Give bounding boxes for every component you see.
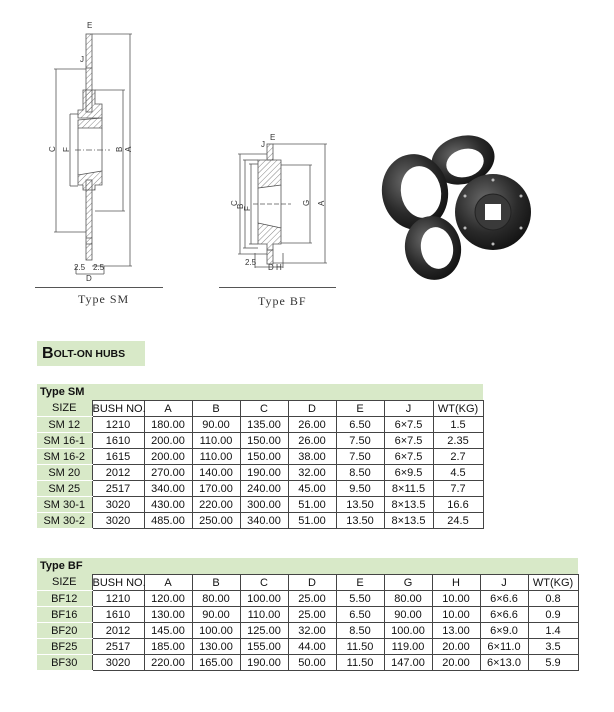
dim-label-e: E xyxy=(87,21,93,30)
table-cell: 110.00 xyxy=(192,449,240,465)
table-cell: 25.00 xyxy=(288,591,336,607)
dim-label-a: A xyxy=(124,146,133,152)
table-cell: 90.00 xyxy=(384,607,432,623)
table-cell: 3020 xyxy=(92,497,144,513)
table-cell: 8×11.5 xyxy=(384,481,433,497)
dim-label-c: C xyxy=(230,200,239,206)
table-cell: 1.5 xyxy=(433,417,483,433)
table-cell: 0.9 xyxy=(528,607,578,623)
table-cell: 7.7 xyxy=(433,481,483,497)
table-cell: 51.00 xyxy=(288,497,336,513)
table-cell: 110.00 xyxy=(240,607,288,623)
table-cell: 220.00 xyxy=(192,497,240,513)
table-cell: 430.00 xyxy=(144,497,192,513)
dim-label-right-offset: 2.5 xyxy=(93,263,105,272)
column-header: E xyxy=(336,575,384,591)
table-cell: 1210 xyxy=(92,591,144,607)
table-cell: 11.50 xyxy=(336,639,384,655)
table-cell: 250.00 xyxy=(192,513,240,529)
size-cell: SM 20 xyxy=(37,465,92,481)
column-header: SIZE xyxy=(37,401,92,417)
column-header: G xyxy=(384,575,432,591)
table-row xyxy=(37,607,578,623)
dim-label-d: D xyxy=(268,263,274,272)
table-cell: 16.6 xyxy=(433,497,483,513)
table-cell: 120.00 xyxy=(144,591,192,607)
table-cell: 485.00 xyxy=(144,513,192,529)
size-cell: BF12 xyxy=(37,591,92,607)
table-cell: 10.00 xyxy=(432,591,480,607)
table-cell: 6×7.5 xyxy=(384,433,433,449)
size-cell: BF16 xyxy=(37,607,92,623)
type-sm-caption: Type SM xyxy=(78,292,130,306)
column-header: B xyxy=(192,575,240,591)
table-cell: 147.00 xyxy=(384,655,432,671)
table-cell: 24.5 xyxy=(433,513,483,529)
column-header: B xyxy=(192,401,240,417)
table-row xyxy=(37,417,483,433)
table-cell: 25.00 xyxy=(288,607,336,623)
section-title-bolt-on-hubs xyxy=(37,341,145,366)
table-cell: 8.50 xyxy=(336,465,384,481)
dim-label-a: A xyxy=(317,200,326,206)
table-cell: 6×9.5 xyxy=(384,465,433,481)
table-cell: 130.00 xyxy=(192,639,240,655)
table-cell: 45.00 xyxy=(288,481,336,497)
table-cell: 80.00 xyxy=(384,591,432,607)
type-bf-caption: Type BF xyxy=(258,294,307,308)
table-cell: 125.00 xyxy=(240,623,288,639)
column-header: WT(KG) xyxy=(433,401,483,417)
table-cell: 2517 xyxy=(92,639,144,655)
table-cell: 145.00 xyxy=(144,623,192,639)
table-cell: 3020 xyxy=(92,655,144,671)
type-sm-drawing xyxy=(30,10,180,310)
table-row xyxy=(37,623,578,639)
size-cell: SM 25 xyxy=(37,481,92,497)
dim-label-j: J xyxy=(261,140,265,149)
table-cell: 6×11.0 xyxy=(480,639,528,655)
table-row xyxy=(37,655,578,671)
table-cell: 6×13.0 xyxy=(480,655,528,671)
table-cell: 240.00 xyxy=(240,481,288,497)
table-cell: 119.00 xyxy=(384,639,432,655)
column-header: A xyxy=(144,401,192,417)
table-cell: 90.00 xyxy=(192,607,240,623)
table-row xyxy=(37,513,483,529)
size-cell: SM 30-1 xyxy=(37,497,92,513)
table-cell: 6×7.5 xyxy=(384,417,433,433)
table-cell: 1210 xyxy=(92,417,144,433)
size-cell: SM 30-2 xyxy=(37,513,92,529)
table-cell: 8×13.5 xyxy=(384,497,433,513)
table-cell: 51.00 xyxy=(288,513,336,529)
table-cell: 26.00 xyxy=(288,433,336,449)
column-header: D xyxy=(288,401,336,417)
table-cell: 2.35 xyxy=(433,433,483,449)
table-cell: 130.00 xyxy=(144,607,192,623)
table-cell: 11.50 xyxy=(336,655,384,671)
table-cell: 6×6.6 xyxy=(480,591,528,607)
type-label-row xyxy=(37,384,483,401)
table-cell: 3.5 xyxy=(528,639,578,655)
table-cell: 7.50 xyxy=(336,449,384,465)
dim-label-h: H xyxy=(276,263,282,272)
table-cell: 1610 xyxy=(92,433,144,449)
table-cell: 13.50 xyxy=(336,497,384,513)
table-cell: 150.00 xyxy=(240,433,288,449)
table-cell: 13.00 xyxy=(432,623,480,639)
size-cell: SM 16-2 xyxy=(37,449,92,465)
header-row xyxy=(37,575,578,591)
size-cell: BF30 xyxy=(37,655,92,671)
table-row xyxy=(37,433,483,449)
type-bf-spec-table xyxy=(37,558,579,671)
table-cell: 2.7 xyxy=(433,449,483,465)
table-cell: 185.00 xyxy=(144,639,192,655)
size-cell: BF20 xyxy=(37,623,92,639)
table-cell: 6.50 xyxy=(336,417,384,433)
table-cell: 10.00 xyxy=(432,607,480,623)
table-cell: 110.00 xyxy=(192,433,240,449)
table-row xyxy=(37,481,483,497)
column-header: J xyxy=(480,575,528,591)
table-cell: 3020 xyxy=(92,513,144,529)
type-label: Type SM xyxy=(37,384,483,401)
table-cell: 7.50 xyxy=(336,433,384,449)
table-cell: 1.4 xyxy=(528,623,578,639)
table-cell: 340.00 xyxy=(240,513,288,529)
table-cell: 8.50 xyxy=(336,623,384,639)
table-cell: 165.00 xyxy=(192,655,240,671)
table-row xyxy=(37,465,483,481)
table-cell: 190.00 xyxy=(240,465,288,481)
table-cell: 2012 xyxy=(92,623,144,639)
dim-label-f: F xyxy=(62,147,71,152)
table-cell: 4.5 xyxy=(433,465,483,481)
dim-label-f: F xyxy=(243,206,252,211)
table-cell: 0.8 xyxy=(528,591,578,607)
table-cell: 20.00 xyxy=(432,655,480,671)
table-cell: 2517 xyxy=(92,481,144,497)
type-label: Type BF xyxy=(37,558,578,575)
table-cell: 300.00 xyxy=(240,497,288,513)
table-cell: 32.00 xyxy=(288,623,336,639)
column-header: H xyxy=(432,575,480,591)
dim-label-j: J xyxy=(80,55,84,64)
type-bf-rule xyxy=(219,287,336,288)
table-cell: 270.00 xyxy=(144,465,192,481)
type-sm-rule xyxy=(35,287,163,288)
table-cell: 200.00 xyxy=(144,449,192,465)
dim-label-b: B xyxy=(115,146,124,152)
column-header: SIZE xyxy=(37,575,92,591)
dim-label-d: D xyxy=(86,274,92,283)
type-bf-drawing xyxy=(215,120,345,290)
type-label-row xyxy=(37,558,578,575)
table-cell: 32.00 xyxy=(288,465,336,481)
table-cell: 135.00 xyxy=(240,417,288,433)
dim-label-left-offset: 2.5 xyxy=(74,263,86,272)
dim-label-b: B xyxy=(236,203,245,209)
table-cell: 44.00 xyxy=(288,639,336,655)
column-header: WT(KG) xyxy=(528,575,578,591)
table-cell: 8×13.5 xyxy=(384,513,433,529)
dim-label-c: C xyxy=(48,146,57,152)
table-cell: 80.00 xyxy=(192,591,240,607)
table-cell: 38.00 xyxy=(288,449,336,465)
column-header: D xyxy=(288,575,336,591)
table-row xyxy=(37,497,483,513)
table-row xyxy=(37,591,578,607)
table-cell: 180.00 xyxy=(144,417,192,433)
table-cell: 190.00 xyxy=(240,655,288,671)
type-sm-spec-table xyxy=(37,384,484,529)
table-cell: 6.50 xyxy=(336,607,384,623)
product-photo xyxy=(375,130,565,290)
table-cell: 13.50 xyxy=(336,513,384,529)
table-cell: 220.00 xyxy=(144,655,192,671)
table-cell: 100.00 xyxy=(240,591,288,607)
table-cell: 20.00 xyxy=(432,639,480,655)
dim-label-g: G xyxy=(302,199,311,206)
header-row xyxy=(37,401,483,417)
column-header: C xyxy=(240,575,288,591)
size-cell: SM 16-1 xyxy=(37,433,92,449)
table-cell: 9.50 xyxy=(336,481,384,497)
table-cell: 5.9 xyxy=(528,655,578,671)
section-title-rest: OLT-ON HUBS xyxy=(53,347,126,360)
size-cell: SM 12 xyxy=(37,417,92,433)
table-cell: 5.50 xyxy=(336,591,384,607)
table-cell: 100.00 xyxy=(384,623,432,639)
column-header: J xyxy=(384,401,433,417)
column-header: BUSH NO. xyxy=(92,576,146,589)
table-cell: 50.00 xyxy=(288,655,336,671)
table-cell: 155.00 xyxy=(240,639,288,655)
table-cell: 90.00 xyxy=(192,417,240,433)
table-cell: 200.00 xyxy=(144,433,192,449)
table-row xyxy=(37,639,578,655)
table-cell: 6×9.0 xyxy=(480,623,528,639)
table-cell: 6×6.6 xyxy=(480,607,528,623)
table-cell: 1610 xyxy=(92,607,144,623)
table-cell: 1615 xyxy=(92,449,144,465)
table-cell: 26.00 xyxy=(288,417,336,433)
size-cell: BF25 xyxy=(37,639,92,655)
table-cell: 100.00 xyxy=(192,623,240,639)
column-header: A xyxy=(144,575,192,591)
table-cell: 2012 xyxy=(92,465,144,481)
table-cell: 140.00 xyxy=(192,465,240,481)
table-cell: 170.00 xyxy=(192,481,240,497)
table-cell: 150.00 xyxy=(240,449,288,465)
section-title-initial: B xyxy=(42,344,54,362)
dim-label-offset: 2.5 xyxy=(245,258,257,267)
column-header: C xyxy=(240,401,288,417)
table-row xyxy=(37,449,483,465)
table-cell: 340.00 xyxy=(144,481,192,497)
table-cell: 6×7.5 xyxy=(384,449,433,465)
dim-label-e: E xyxy=(270,133,276,142)
column-header: E xyxy=(336,401,384,417)
column-header: BUSH NO. xyxy=(92,402,146,415)
